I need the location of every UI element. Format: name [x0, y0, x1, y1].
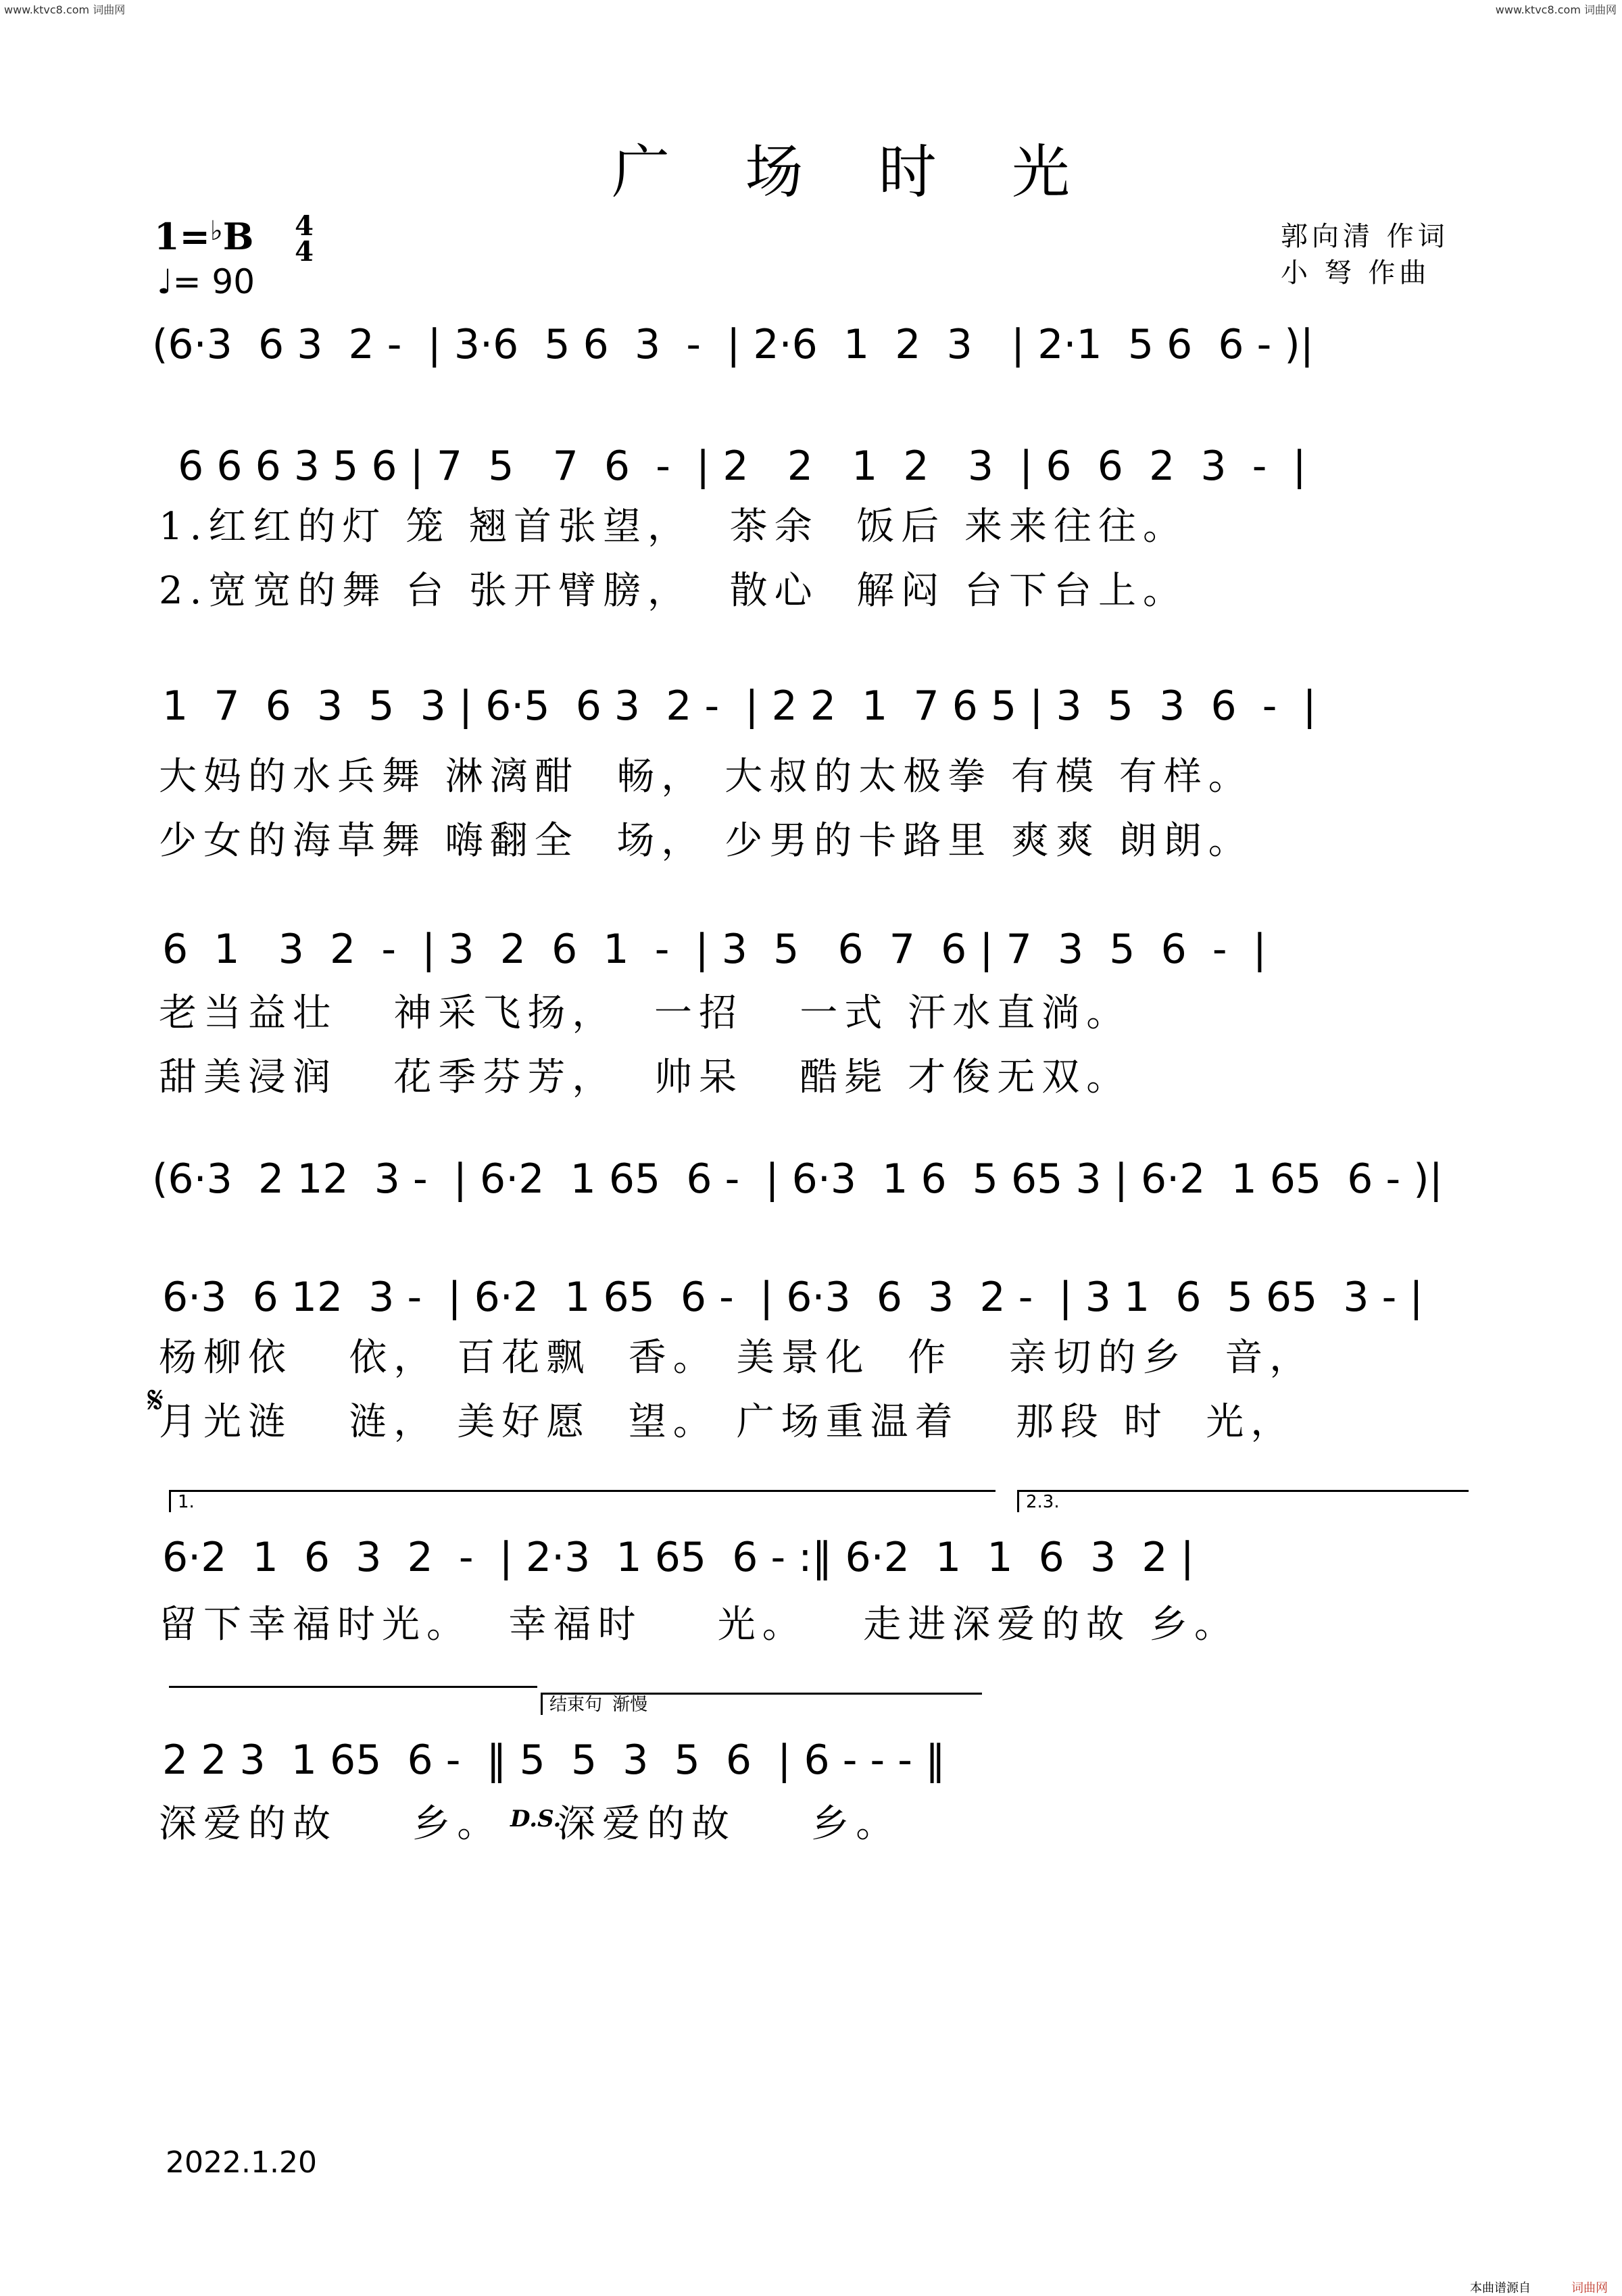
lyricist-credit: 郭向清 作词: [1281, 221, 1449, 252]
notation-line-7: 2 2 3 1 65 6 - ‖ 5 5 3 5 6 | 6 - - - ‖: [162, 1737, 945, 1784]
key-prefix: 1=: [154, 215, 210, 258]
time-signature: [291, 210, 318, 268]
lyric-line-1-verse-1: 1.红红的灯 笼 翘首张望， 茶余 饭后 来来往往。: [159, 505, 1188, 549]
lyric-line-2-verse-2: 少女的海草舞 嗨翻全 场， 少男的卡路里 爽爽 朗朗。: [159, 819, 1253, 863]
flat-icon: ♭: [210, 215, 223, 247]
lyric-line-6: 留下幸福时光。 幸福时 光。 走进深爱的故 乡。: [159, 1603, 1239, 1647]
date-stamp: 2022.1.20: [166, 2145, 317, 2180]
composer-credit: 小 弩 作曲: [1281, 257, 1431, 289]
notation-line-intro: (6·3 6 3 2 - | 3·6 5 6 3 - | 2·6 1 2 3 | 2·1 5 6 6 - )|: [152, 321, 1314, 368]
lyric-line-3-verse-1: 老当益壮 神采飞扬， 一招 一式 汗水直淌。: [159, 991, 1131, 1035]
coda-label: 结束句: [549, 1695, 603, 1715]
notation-line-5: 6·3 6 12 3 - | 6·2 1 65 6 - | 6·3 6 3 2 - | 3 1 6 5 65 3 - |: [162, 1274, 1423, 1321]
notation-line-1: 6 6 6 3 5 6 | 7 5 7 6 - | 2 2 1 2 3 | 6 6 2 3 - |: [152, 443, 1306, 490]
key-note: B: [222, 215, 254, 258]
lyric-line-2-verse-1: 大妈的水兵舞 淋漓酣 畅， 大叔的太极拳 有模 有样。: [159, 755, 1253, 799]
tempo-marking: [157, 262, 255, 301]
notation-line-interlude: (6·3 2 12 3 - | 6·2 1 65 6 - | 6·3 1 6 5 65 3 | 6·2 1 65 6 - )|: [152, 1155, 1443, 1203]
line-bracket: [169, 1686, 537, 1708]
song-title: 广 场 时 光: [612, 139, 1099, 206]
lyric-line-5-verse-2: 月光涟 涟， 美好愿 望。 广场重温着 那段 时 光，: [159, 1400, 1296, 1444]
segno-icon: 𝄋: [147, 1378, 164, 1422]
quarter-note-icon: ♩: [157, 262, 173, 301]
lyric-line-7-coda: 深爱的故 乡。: [558, 1802, 901, 1846]
notation-line-3: 6 1 3 2 - | 3 2 6 1 - | 3 5 6 7 6 | 7 3 5 6 - |: [162, 926, 1267, 973]
site-header-right: www.ktvc8.com 词曲网: [1495, 3, 1617, 16]
ritardando-label: 渐慢: [612, 1695, 648, 1715]
da-segno-label: D.S.: [510, 1805, 562, 1832]
volta-bracket-1: [169, 1490, 996, 1512]
lyric-line-1-verse-2: 2.宽宽的舞 台 张开臂膀， 散心 解闷 台下台上。: [159, 569, 1188, 613]
footer-site-link[interactable]: 词曲网: [1571, 2281, 1608, 2295]
volta-label-1: 1.: [178, 1492, 195, 1512]
volta-label-2: 2.3.: [1026, 1492, 1060, 1512]
lyric-line-5-verse-1: 杨柳依 依， 百花飘 香。 美景化 作 亲切的乡 音，: [159, 1336, 1314, 1380]
key-signature: [154, 215, 253, 258]
volta-bracket-2: [1017, 1490, 1469, 1512]
tempo-value: = 90: [172, 262, 255, 301]
lyric-line-3-verse-2: 甜美浸润 花季芬芳， 帅呆 酷毙 才俊无双。: [159, 1055, 1131, 1099]
meter-bottom: 4: [295, 236, 314, 268]
footer-source-label: 本曲谱源自: [1470, 2281, 1531, 2295]
coda-bracket: [541, 1693, 982, 1715]
meter-top: 4: [295, 210, 314, 242]
site-header-left: www.ktvc8.com 词曲网: [4, 3, 126, 16]
lyric-line-7: 深爱的故 乡。: [159, 1802, 502, 1846]
notation-line-2: 1 7 6 3 5 3 | 6·5 6 3 2 - | 2 2 1 7 6 5 | 3 5 3 6 - |: [162, 682, 1317, 730]
notation-line-6: 6·2 1 6 3 2 - | 2·3 1 65 6 - :‖ 6·2 1 1 6 3 2 |: [162, 1534, 1194, 1581]
